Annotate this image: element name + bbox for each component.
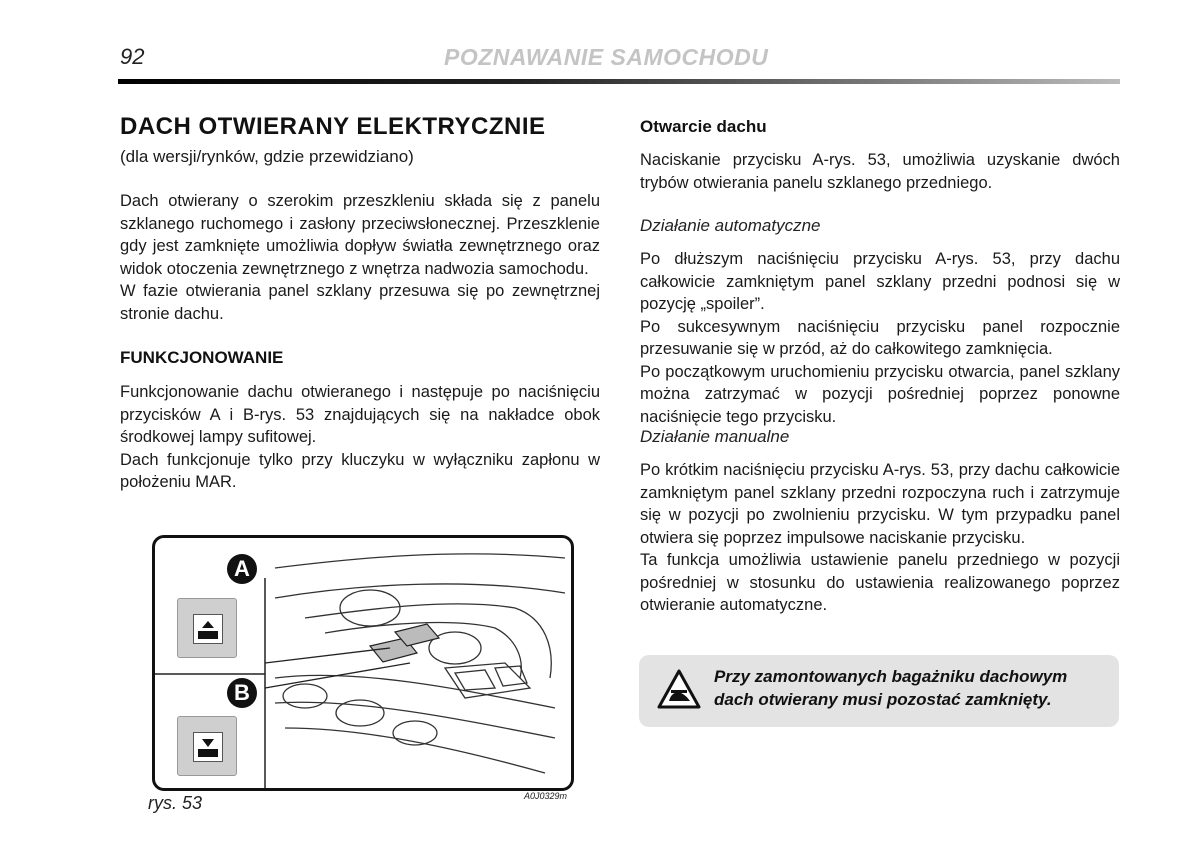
figure-caption: rys. 53: [148, 793, 203, 813]
function-paragraph: Funkcjonowanie dachu otwieranego i następuje po naciśnięciu przycisków A i B-rys. 53 znajdujących się na nakładce obok środkowej lampy sufitowej.: [120, 383, 600, 446]
opening-text: Naciskanie przycisku A-rys. 53, umożliwia uzyskanie dwóch trybów otwierania panelu szklanego przedniego.: [640, 151, 1120, 192]
subheading-automatic: Działanie automatyczne: [640, 216, 821, 235]
page-title: DACH OTWIERANY ELEKTRYCZNIE: [120, 113, 546, 140]
section-title: POZNAWANIE SAMOCHODU: [444, 44, 769, 70]
section-heading-otwarcie: Otwarcie dachu: [640, 117, 767, 136]
label-a-badge: A: [227, 554, 257, 584]
automatic-paragraph: Po sukcesywnym naciśnięciu przycisku panel rozpocznie przesuwanie się w przód, aż do całkowitego zamknięcia.: [640, 317, 1120, 358]
warning-box: [639, 655, 1119, 727]
manual-text: [640, 459, 1120, 617]
button-b-down-icon: [177, 716, 237, 776]
automatic-paragraph: Po dłuższym naciśnięciu przycisku A-rys. 53, przy dachu całkowicie zamkniętym panel szklany przedni podnosi się w pozycję „spoiler”.: [640, 250, 1120, 313]
function-text: [120, 381, 600, 494]
intro-text: [120, 190, 600, 325]
manual-paragraph: Ta funkcja umożliwia ustawienie panelu przedniego w pozycji pośredniej w stosunku do ustawienia realizowanego poprzez otwieranie automatyczne.: [640, 551, 1120, 614]
page-number: 92: [120, 44, 145, 69]
subtitle: (dla wersji/rynków, gdzie przewidziano): [120, 147, 414, 166]
figure-code: A0J0329m: [524, 791, 568, 801]
intro-paragraph: W fazie otwierania panel szklany przesuwa się po zewnętrznej stronie dachu.: [120, 282, 600, 323]
warning-triangle-icon: [657, 669, 701, 709]
subheading-manual: Działanie manualne: [640, 427, 790, 446]
header-rule: [118, 79, 1120, 84]
function-paragraph: Dach funkcjonuje tylko przy kluczyku w wyłączniku zapłonu w położeniu MAR.: [120, 450, 600, 491]
figure-roof-buttons: [152, 535, 574, 791]
button-a-up-icon: [177, 598, 237, 658]
section-heading-funkcjonowanie: FUNKCJONOWANIE: [120, 348, 284, 367]
automatic-paragraph: Po początkowym uruchomieniu przycisku otwarcia, panel szklany można zatrzymać w pozycji pośredniej poprzez ponowne naciśnięcie tego przycisku.: [640, 362, 1120, 426]
manual-paragraph: Po krótkim naciśnięciu przycisku A-rys. 53, przy dachu całkowicie zamkniętym panel szklany przedni rozpoczyna ruch i zatrzymuje się w pozycji po zwolnieniu przycisku. W tym przypadku panel otwiera się poprzez impulsowe naciskanie przycisku.: [640, 461, 1120, 547]
warning-text: Przy zamontowanych bagażniku dachowym dach otwierany musi pozostać zamknięty.: [714, 667, 1068, 709]
intro-paragraph: Dach otwierany o szerokim przeszkleniu składa się z panelu szklanego ruchomego i zasłony przeciwsłonecznej. Przeszklenie gdy jest zamknięte umożliwia dopływ światła zewnętrznego oraz widok otoczenia zewnętrznego z wnętrza nadwozia samochodu.: [120, 192, 600, 278]
label-b-badge: B: [227, 678, 257, 708]
automatic-text: [640, 248, 1120, 428]
